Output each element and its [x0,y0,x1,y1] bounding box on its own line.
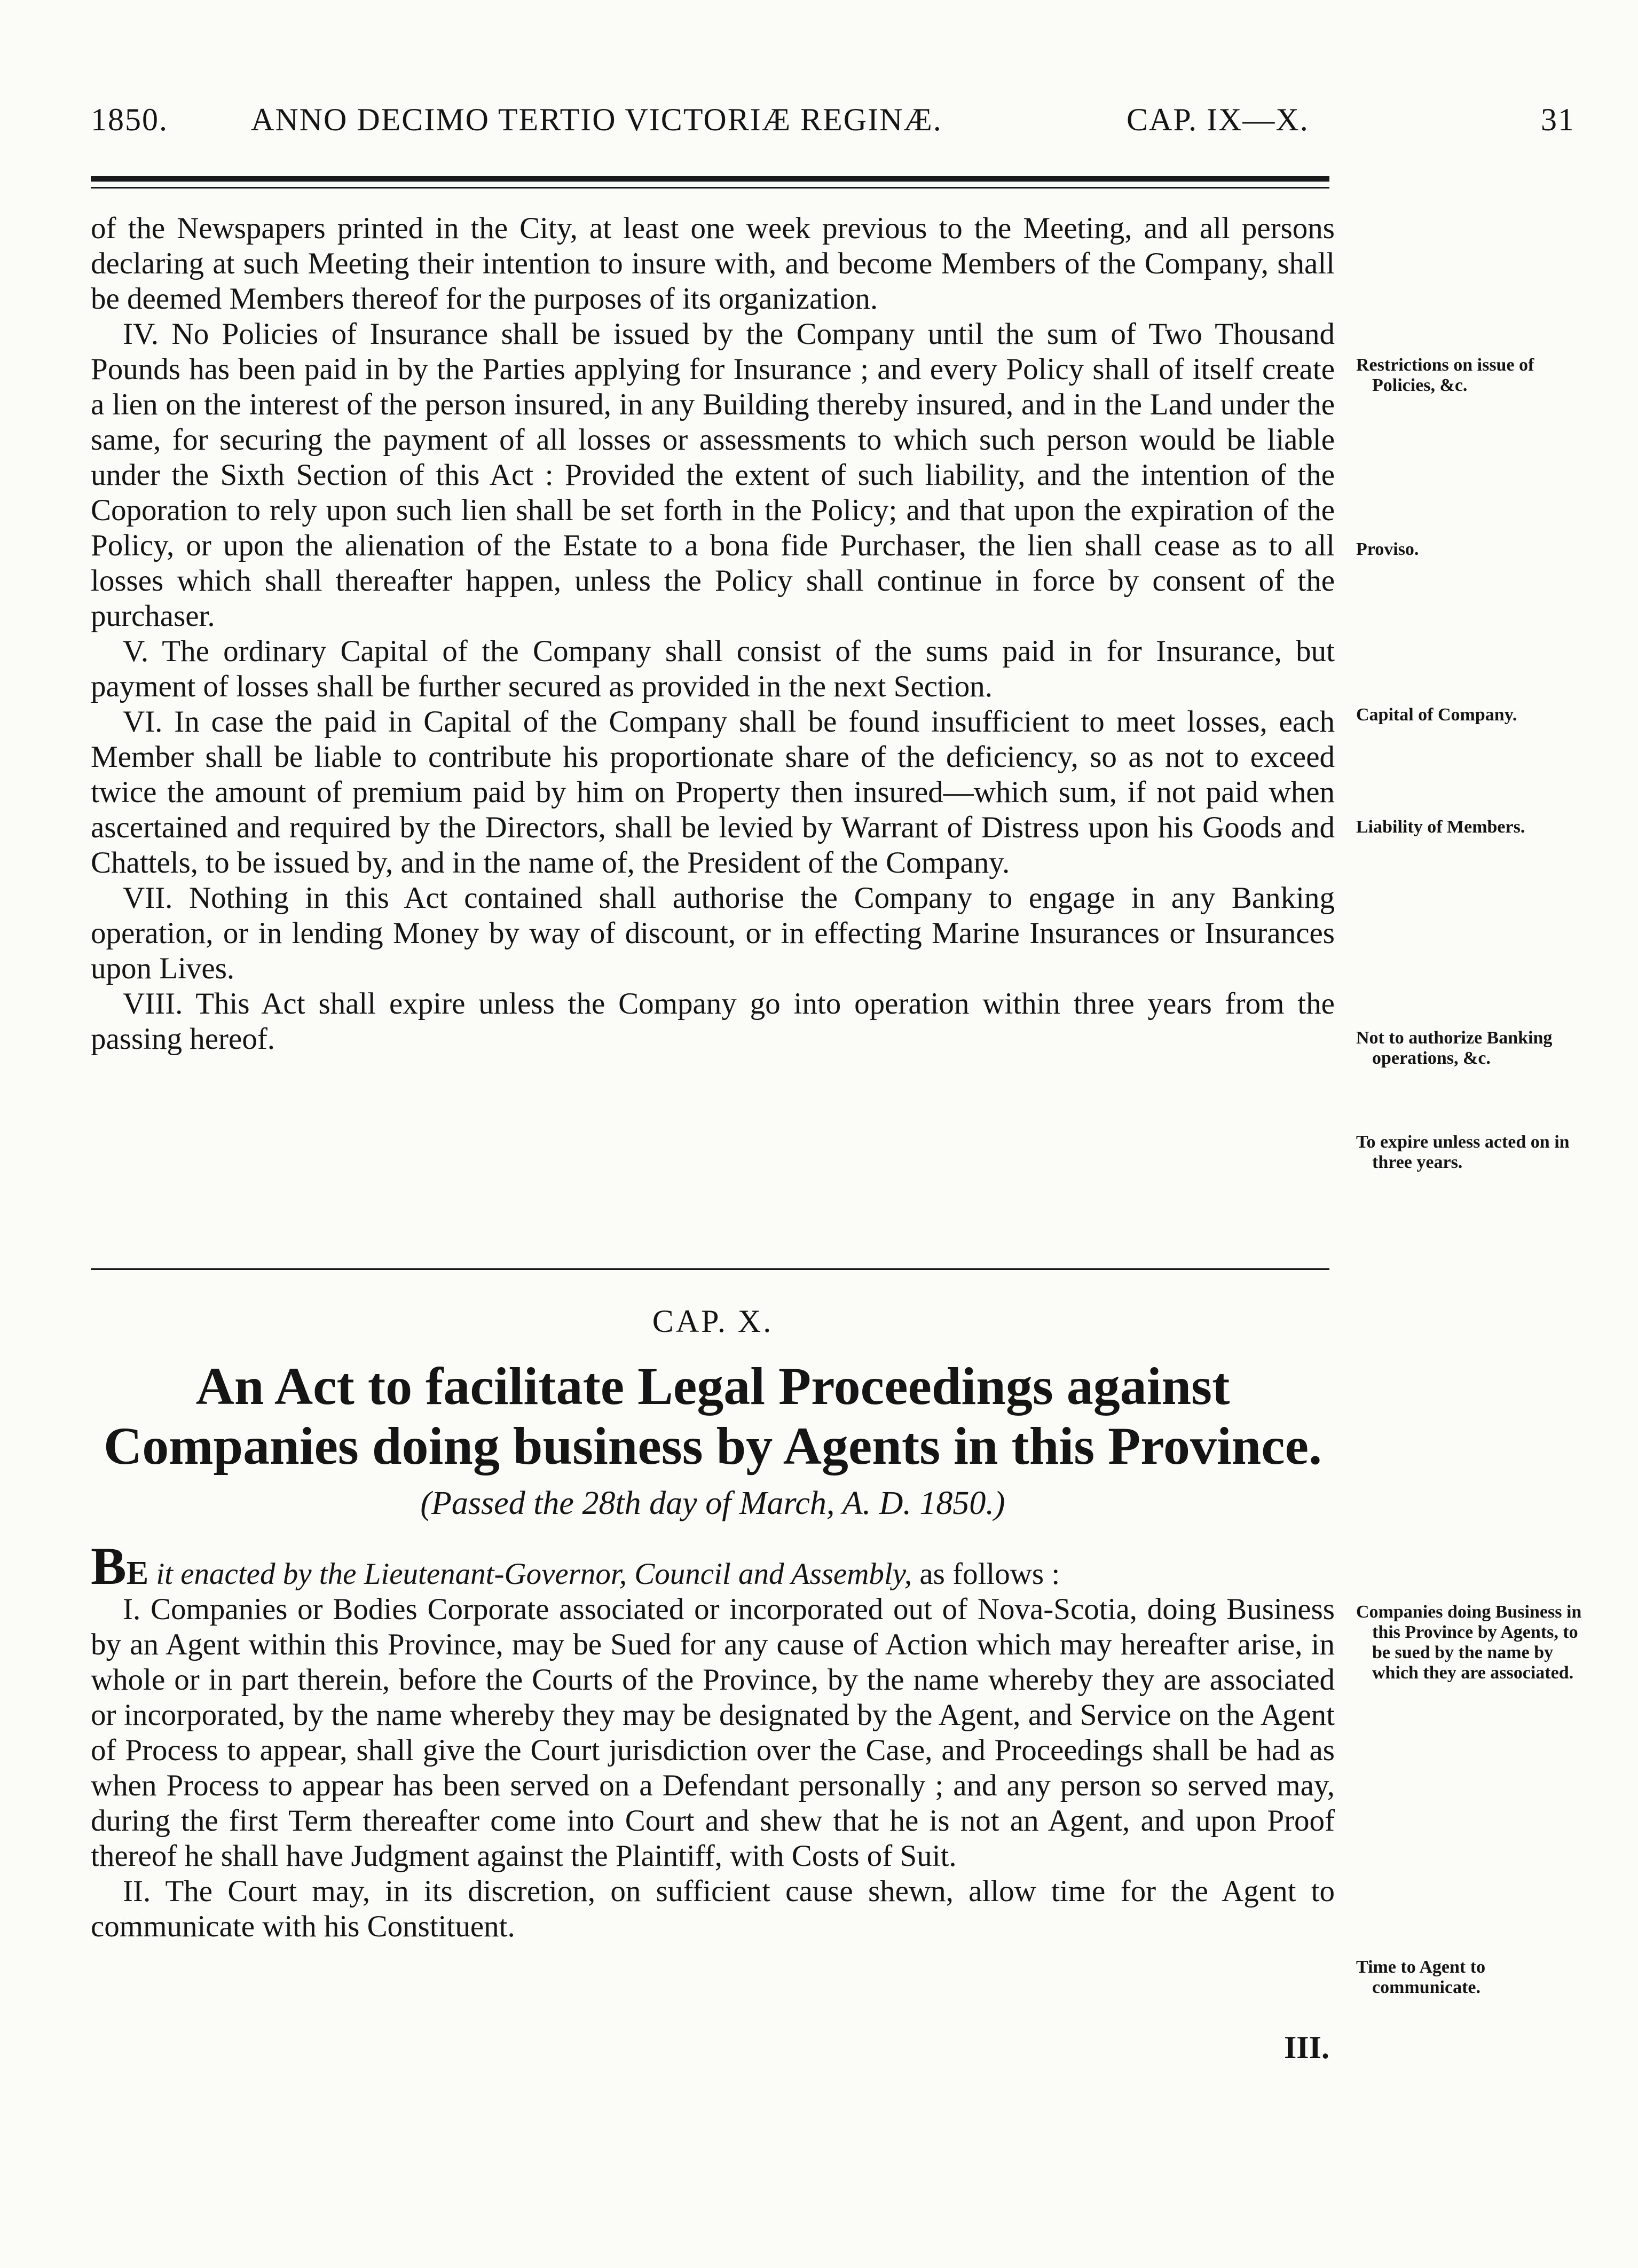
marginal-note-banking: Not to authorize Banking operations, &c. [1356,1028,1553,1068]
enacting-initial: B [91,1536,127,1596]
cap9-text [91,211,1335,1057]
cap9-section-5: V. The ordinary Capital of the Company shall consist of the sums paid in for Insurance, but payment of losses shall be further secured as provided in the next Section. [91,634,1335,703]
cap10-text [91,1536,1335,1944]
cap9-section-7: VII. Nothing in this Act contained shall authorise the Company to engage in any Banking operation, or in lending Money by way of discount, or in effecting Marine Insurances or Insurances upon Lives. [91,881,1335,985]
passed-date: (Passed the 28th day of March, A. D. 1850.) [420,1485,1005,1521]
marginal-note-companies: Companies doing Business in this Province by Agents, to be sued by the name by which they are associated. [1356,1602,1582,1683]
cap9-section-8: VIII. This Act shall expire unless the Company go into operation within three years from the passing hereof. [91,987,1335,1056]
cap9-section-continued: of the Newspapers printed in the City, at least one week previous to the Meeting, and all persons declaring at such Meeting their intention to insure with, and become Members of the Company, shall be deemed Members thereof for the purposes of its organization. [91,211,1335,316]
section-divider [91,1268,1329,1270]
marginal-note-proviso: Proviso. [1356,539,1419,559]
header-rule [91,176,1329,182]
header-chapter: CAP. IX—X. [1127,102,1309,137]
header-year: 1850. [91,102,168,137]
catchword: III. [1283,2030,1329,2065]
cap9-section-6: VI. In case the paid in Capital of the Company shall be found insufficient to meet losses, each Member shall be liable to contribute his proportionate share of the deficiency, so as not to exceed twice the amount of premium paid by him on Property then insured—which sum, if not paid when ascertained and required by the Directors, shall be levied by Warrant of Distress upon his Goods and Chattels, to be issued by, and in the name of, the President of the Company. [91,705,1335,880]
marginal-note-capital: Capital of Company. [1356,705,1517,725]
header-title: ANNO DECIMO TERTIO VICTORIÆ REGINÆ. [251,102,942,137]
cap10-section-2: II. The Court may, in its discretion, on sufficient cause shewn, allow time for the Agent to communicate with his Constituent. [91,1874,1335,1943]
marginal-note-expire: To expire unless acted on in three years. [1356,1132,1570,1172]
chapter-heading: CAP. X. [652,1304,774,1339]
cap10-section-1: I. Companies or Bodies Corporate associated or incorporated out of Nova-Scotia, doing Business by an Agent within this Province, may be Sued for any cause of Action which may hereafter arise, in whole or in part therein, before the Courts of the Province, by the name whereby they are associated or incorporated, by the name whereby they may be designated by the Agent, and Service on the Agent of Process to appear, shall give the Court jurisdiction over the Case, and Proceedings shall be had as when Process to appear has been served on a Defendant personally ; and any person so served may, during the first Term thereafter come into Court and shew that he is not an Agent, and upon Proof thereof he shall have Judgment against the Plaintiff, with Costs of Suit. [91,1592,1335,1873]
header-rule-thin [91,187,1329,189]
running-header [91,101,1575,155]
marginal-note-restrictions: Restrictions on issue of Policies, &c. [1356,355,1534,395]
act-title: An Act to facilitate Legal Proceedings against Companies doing business by Agents in this Province. [104,1356,1322,1476]
page-number: 31 [1541,102,1575,137]
marginal-note-liability: Liability of Members. [1356,817,1525,837]
enacting-clause: BE it enacted by the Lieutenant-Governor, Council and Assembly, as follows : [91,1536,1060,1596]
marginal-note-time-to-agent: Time to Agent to communicate. [1356,1957,1486,1997]
cap9-section-4: IV. No Policies of Insurance shall be issued by the Company until the sum of Two Thousand Pounds has been paid in by the Parties applying for Insurance ; and every Policy shall of itself create a lien on the interest of the person insured, in any Building thereby insured, and in the Land under the same, for securing the payment of all losses or assessments to which such person would be liable under the Sixth Section of this Act : Provided the extent of such liability, and the intention of the Coporation to rely upon such lien shall be set forth in the Policy; and that upon the expiration of the Policy, or upon the alienation of the Estate to a bona fide Purchaser, the lien shall cease as to all losses which shall thereafter happen, unless the Policy shall continue in force by consent of the purchaser. [91,317,1335,633]
